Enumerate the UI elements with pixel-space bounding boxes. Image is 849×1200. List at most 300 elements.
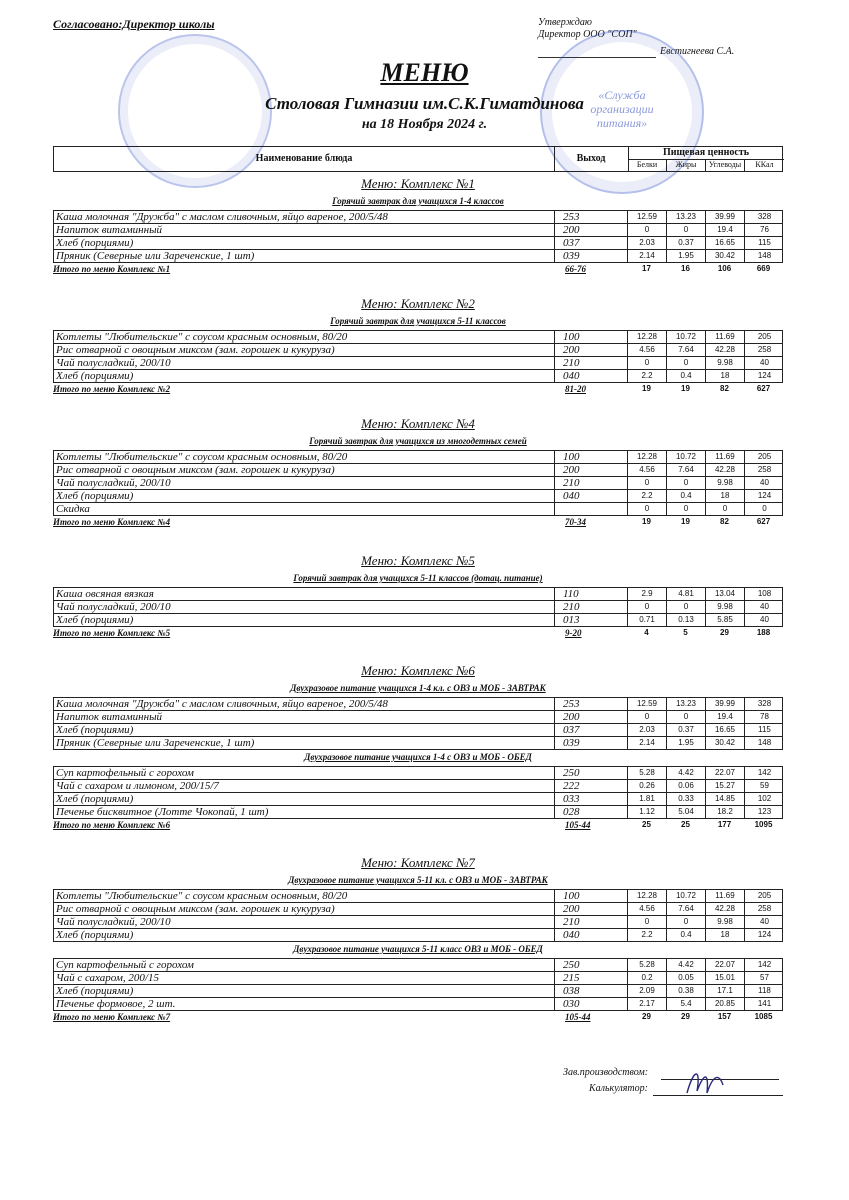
dish-name: Напиток витаминный — [56, 711, 163, 723]
table-row — [53, 958, 783, 972]
dish-output: 028 — [554, 806, 628, 818]
dish-name: Суп картофельный с горохом — [56, 959, 194, 971]
dish-carbs: 16.65 — [706, 237, 745, 249]
signature-icon — [679, 1063, 729, 1103]
total-kcal: 627 — [756, 384, 771, 393]
dish-name: Рис отварной с овощным миксом (зам. горошек и кукуруза) — [56, 344, 335, 356]
dish-carbs: 42.28 — [706, 344, 745, 356]
dish-fat: 0.06 — [667, 780, 706, 792]
dish-name: Хлеб (порциями) — [56, 237, 134, 249]
total-protein: 19 — [642, 517, 651, 526]
dish-carbs: 13.04 — [706, 588, 745, 600]
total-protein: 19 — [642, 384, 651, 393]
total-label: Итого по меню Комплекс №1 — [53, 264, 171, 274]
dish-protein: 5.28 — [628, 959, 667, 971]
total-protein: 29 — [642, 1012, 651, 1021]
dish-name: Напиток витаминный — [56, 224, 163, 236]
section-title: Меню: Комплекс №1 — [361, 176, 475, 191]
total-carbs: 106 — [717, 264, 732, 273]
total-output: 9-20 — [565, 628, 582, 638]
total-label: Итого по меню Комплекс №2 — [53, 384, 171, 394]
dish-kcal: 205 — [757, 332, 772, 341]
total-kcal: 1095 — [754, 820, 773, 829]
header-fat: Жиры — [667, 159, 706, 171]
total-label: Итого по меню Комплекс №6 — [53, 820, 171, 830]
dish-carbs: 15.27 — [706, 780, 745, 792]
table-row — [53, 370, 783, 383]
dish-kcal: 57 — [760, 973, 769, 982]
dish-fat: 0 — [667, 477, 706, 489]
dish-output: 100 — [554, 331, 628, 343]
dish-carbs: 42.28 — [706, 464, 745, 476]
dish-carbs: 17.1 — [706, 985, 745, 997]
group-subtitle: Двухразовое питание учащихся 1-4 кл. с ОВЗ и МОБ - ЗАВТРАК — [290, 683, 546, 693]
dish-protein: 0 — [628, 503, 667, 515]
dish-kcal: 124 — [757, 930, 772, 939]
dish-fat: 5.4 — [667, 998, 706, 1010]
table-row — [53, 464, 783, 477]
dish-fat: 10.72 — [667, 890, 706, 902]
dish-fat: 4.42 — [667, 959, 706, 971]
dish-carbs: 16.65 — [706, 724, 745, 736]
dish-output: 200 — [554, 464, 628, 476]
dish-output: 200 — [554, 344, 628, 356]
table-row — [53, 929, 783, 942]
dish-output: 210 — [554, 477, 628, 489]
dish-carbs: 11.69 — [706, 451, 745, 463]
dish-name: Котлеты "Любительские" с соусом красным основным, 80/20 — [56, 890, 348, 902]
total-carbs: 157 — [717, 1012, 732, 1021]
dish-output: 200 — [554, 903, 628, 915]
dish-output: 038 — [554, 985, 628, 997]
dish-protein: 0 — [628, 224, 667, 236]
dish-kcal: 40 — [760, 917, 769, 926]
table-row — [53, 587, 783, 601]
total-carbs: 82 — [720, 384, 729, 393]
dish-carbs: 5.85 — [706, 614, 745, 626]
table-row — [53, 903, 783, 916]
dish-kcal: 148 — [757, 251, 772, 260]
dish-output: 039 — [554, 737, 628, 749]
dish-kcal: 40 — [760, 478, 769, 487]
header-left: Согласовано:Директор школы — [53, 17, 215, 31]
dish-name: Хлеб (порциями) — [56, 614, 134, 626]
page-subtitle: Столовая Гимназии им.С.К.Гиматдинова — [265, 94, 584, 113]
dish-carbs: 20.85 — [706, 998, 745, 1010]
table-row — [53, 614, 783, 627]
dish-name: Пряник (Северные или Зареченские, 1 шт) — [56, 250, 255, 262]
dish-protein: 1.81 — [628, 793, 667, 805]
dish-fat: 7.64 — [667, 903, 706, 915]
dish-fat: 0.38 — [667, 985, 706, 997]
dish-output: 030 — [554, 998, 628, 1010]
dish-protein: 2.09 — [628, 985, 667, 997]
total-kcal: 669 — [756, 264, 771, 273]
dish-carbs: 15.01 — [706, 972, 745, 984]
dish-protein: 2.14 — [628, 250, 667, 262]
dish-kcal: 328 — [757, 212, 772, 221]
dish-protein: 2.9 — [628, 588, 667, 600]
table-row — [53, 357, 783, 370]
dish-kcal: 59 — [760, 781, 769, 790]
total-label: Итого по меню Комплекс №7 — [53, 1012, 171, 1022]
dish-carbs: 22.07 — [706, 959, 745, 971]
dish-output: 200 — [554, 224, 628, 236]
dish-kcal: 328 — [757, 699, 772, 708]
table-row — [53, 601, 783, 614]
dish-output: 210 — [554, 916, 628, 928]
dish-output: 100 — [554, 890, 628, 902]
dish-carbs: 30.42 — [706, 250, 745, 262]
dish-name: Суп картофельный с горохом — [56, 767, 194, 779]
dish-protein: 12.28 — [628, 451, 667, 463]
header-carbs: Углеводы — [706, 159, 745, 171]
dish-output: 100 — [554, 451, 628, 463]
dish-kcal: 115 — [758, 725, 771, 734]
total-fat: 19 — [681, 384, 690, 393]
dish-kcal: 142 — [757, 768, 772, 777]
dish-output: 013 — [554, 614, 628, 626]
dish-protein: 12.59 — [628, 211, 667, 223]
total-carbs: 177 — [717, 820, 732, 829]
dish-output: 210 — [554, 601, 628, 613]
dish-kcal: 142 — [757, 960, 772, 969]
dish-protein: 0.71 — [628, 614, 667, 626]
group-subtitle: Горячий завтрак для учащихся 5-11 классов (дотац. питание) — [293, 573, 543, 583]
dish-fat: 0 — [667, 916, 706, 928]
dish-name: Печенье бисквитное (Лотте Чокопай, 1 шт) — [56, 806, 269, 818]
manager-label: Зав.производством: — [563, 1067, 649, 1078]
dish-name: Чай полусладкий, 200/10 — [56, 477, 171, 489]
dish-carbs: 39.99 — [706, 211, 745, 223]
total-protein: 17 — [642, 264, 651, 273]
header-kcal: ККал — [755, 160, 774, 169]
table-row — [53, 985, 783, 998]
dish-protein: 0 — [628, 601, 667, 613]
total-kcal: 627 — [756, 517, 771, 526]
table-row — [53, 793, 783, 806]
dish-name: Чай с сахаром и лимоном, 200/15/7 — [56, 780, 219, 792]
dish-output: 033 — [554, 793, 628, 805]
table-row — [53, 250, 783, 263]
dish-fat: 1.95 — [667, 250, 706, 262]
group-subtitle: Двухразовое питание учащихся 1-4 с ОВЗ и МОБ - ОБЕД — [304, 752, 532, 762]
table-row — [53, 780, 783, 793]
dish-carbs: 18.2 — [706, 806, 745, 818]
dish-output: 037 — [554, 724, 628, 736]
dish-carbs: 9.98 — [706, 601, 745, 613]
dish-fat: 0 — [667, 357, 706, 369]
dish-fat: 0.05 — [667, 972, 706, 984]
dish-output: 253 — [554, 698, 628, 710]
total-output: 81-20 — [565, 384, 586, 394]
dish-protein: 5.28 — [628, 767, 667, 779]
calculator-label: Калькулятор: — [589, 1083, 648, 1094]
dish-fat: 0 — [667, 601, 706, 613]
dish-fat: 0.37 — [667, 724, 706, 736]
group-subtitle: Горячий завтрак для учащихся 1-4 классов — [332, 196, 504, 206]
dish-kcal: 258 — [757, 345, 772, 354]
dish-protein: 4.56 — [628, 903, 667, 915]
table-row — [53, 503, 783, 516]
dish-protein: 4.56 — [628, 464, 667, 476]
table-row — [53, 889, 783, 903]
dish-kcal: 78 — [760, 712, 769, 721]
total-output: 105-44 — [565, 820, 591, 830]
dish-fat: 7.64 — [667, 344, 706, 356]
dish-name: Чай с сахаром, 200/15 — [56, 972, 159, 984]
dish-protein: 2.17 — [628, 998, 667, 1010]
dish-name: Котлеты "Любительские" с соусом красным основным, 80/20 — [56, 331, 348, 343]
table-row — [53, 806, 783, 819]
dish-kcal: 124 — [757, 371, 772, 380]
dish-kcal: 40 — [760, 358, 769, 367]
group-subtitle: Двухразовое питание учащихся 5-11 класс ОВЗ и МОБ - ОБЕД — [293, 944, 543, 954]
dish-kcal: 76 — [760, 225, 769, 234]
dish-output: 215 — [554, 972, 628, 984]
director-label: Директор ООО "СОП" — [538, 29, 637, 40]
dish-kcal: 258 — [757, 904, 772, 913]
dish-kcal: 118 — [758, 986, 771, 995]
dish-fat: 10.72 — [667, 331, 706, 343]
dish-name: Скидка — [56, 503, 90, 515]
table-header — [53, 146, 783, 172]
dish-kcal: 141 — [757, 999, 772, 1008]
table-row — [53, 237, 783, 250]
total-carbs: 82 — [720, 517, 729, 526]
group-subtitle: Горячий завтрак для учащихся из многодетных семей — [309, 436, 527, 446]
dish-kcal: 115 — [758, 238, 771, 247]
dish-fat: 10.72 — [667, 451, 706, 463]
manager-signature — [563, 1067, 648, 1078]
dish-fat: 0 — [667, 224, 706, 236]
section-title: Меню: Комплекс №5 — [361, 553, 475, 568]
dish-fat: 13.23 — [667, 211, 706, 223]
total-fat: 5 — [683, 628, 688, 637]
dish-name: Чай полусладкий, 200/10 — [56, 357, 171, 369]
dish-protein: 0 — [628, 916, 667, 928]
total-output: 105-44 — [565, 1012, 591, 1022]
table-row — [53, 766, 783, 780]
dish-name: Хлеб (порциями) — [56, 985, 134, 997]
dish-carbs: 0 — [706, 503, 745, 515]
dish-carbs: 14.85 — [706, 793, 745, 805]
dish-output: 253 — [554, 211, 628, 223]
dish-carbs: 11.69 — [706, 331, 745, 343]
header-nutrition: Пищевая ценность — [628, 147, 784, 160]
dish-protein: 2.2 — [628, 490, 667, 502]
dish-protein: 12.28 — [628, 890, 667, 902]
dish-kcal: 148 — [757, 738, 772, 747]
page-date: на 18 Ноября 2024 г. — [361, 117, 488, 132]
dish-fat: 0 — [667, 711, 706, 723]
total-label: Итого по меню Комплекс №5 — [53, 628, 171, 638]
dish-protein: 0 — [628, 357, 667, 369]
table-row — [53, 724, 783, 737]
section-total — [53, 517, 783, 529]
dish-protein: 1.12 — [628, 806, 667, 818]
table-row — [53, 916, 783, 929]
dish-name: Хлеб (порциями) — [56, 793, 134, 805]
table-row — [53, 210, 783, 224]
dish-protein: 2.03 — [628, 237, 667, 249]
dish-kcal: 205 — [757, 452, 772, 461]
dish-output: 040 — [554, 370, 628, 382]
section-title: Меню: Комплекс №6 — [361, 663, 475, 678]
director-name: Евстигнеева С.А. — [660, 46, 735, 57]
table-row — [53, 490, 783, 503]
dish-kcal: 0 — [762, 504, 767, 513]
dish-protein: 0 — [628, 477, 667, 489]
dish-protein: 2.2 — [628, 929, 667, 941]
dish-protein: 2.14 — [628, 737, 667, 749]
total-protein: 25 — [642, 820, 651, 829]
dish-output: 250 — [554, 767, 628, 779]
section-title: Меню: Комплекс №7 — [361, 855, 475, 870]
table-row — [53, 998, 783, 1011]
dish-protein: 4.56 — [628, 344, 667, 356]
dish-name: Печенье формовое, 2 шт. — [56, 998, 176, 1010]
table-row — [53, 972, 783, 985]
dish-output: 037 — [554, 237, 628, 249]
dish-carbs: 18 — [706, 929, 745, 941]
dish-protein: 0 — [628, 711, 667, 723]
dish-kcal: 40 — [760, 602, 769, 611]
total-label: Итого по меню Комплекс №4 — [53, 517, 171, 527]
dish-kcal: 124 — [757, 491, 772, 500]
dish-fat: 0.33 — [667, 793, 706, 805]
page-title: МЕНЮ — [380, 58, 469, 87]
dish-name: Рис отварной с овощным миксом (зам. горошек и кукуруза) — [56, 464, 335, 476]
dish-output: 222 — [554, 780, 628, 792]
dish-name: Каша молочная "Дружба" с маслом сливочным, яйцо вареное, 200/5/48 — [56, 698, 388, 710]
section-total — [53, 628, 783, 640]
total-fat: 29 — [681, 1012, 690, 1021]
dish-carbs: 9.98 — [706, 357, 745, 369]
dish-protein: 12.28 — [628, 331, 667, 343]
section-title: Меню: Комплекс №2 — [361, 296, 475, 311]
dish-fat: 0 — [667, 503, 706, 515]
dish-name: Чай полусладкий, 200/10 — [56, 916, 171, 928]
dish-name: Хлеб (порциями) — [56, 724, 134, 736]
dish-kcal: 40 — [760, 615, 769, 624]
dish-fat: 4.42 — [667, 767, 706, 779]
calculator-signature — [589, 1083, 648, 1094]
dish-output: 040 — [554, 490, 628, 502]
table-row — [53, 344, 783, 357]
dish-protein: 2.03 — [628, 724, 667, 736]
dish-fat: 7.64 — [667, 464, 706, 476]
table-row — [53, 224, 783, 237]
dish-fat: 1.95 — [667, 737, 706, 749]
table-row — [53, 450, 783, 464]
total-carbs: 29 — [720, 628, 729, 637]
dish-carbs: 9.98 — [706, 477, 745, 489]
seal-text: «Служба организации питания» — [590, 88, 654, 130]
header-output: Выход — [554, 147, 629, 171]
dish-carbs: 30.42 — [706, 737, 745, 749]
group-subtitle: Горячий завтрак для учащихся 5-11 классов — [330, 316, 506, 326]
total-fat: 25 — [681, 820, 690, 829]
dish-carbs: 22.07 — [706, 767, 745, 779]
dish-kcal: 108 — [757, 589, 772, 598]
dish-carbs: 19.4 — [706, 711, 745, 723]
dish-name: Хлеб (порциями) — [56, 929, 134, 941]
total-kcal: 188 — [756, 628, 771, 637]
dish-protein: 0.2 — [628, 972, 667, 984]
dish-output: 250 — [554, 959, 628, 971]
dish-kcal: 205 — [757, 891, 772, 900]
dish-name: Пряник (Северные или Зареченские, 1 шт) — [56, 737, 255, 749]
dish-carbs: 18 — [706, 370, 745, 382]
total-output: 66-76 — [565, 264, 586, 274]
section-total — [53, 820, 783, 832]
dish-fat: 4.81 — [667, 588, 706, 600]
dish-carbs: 42.28 — [706, 903, 745, 915]
total-fat: 19 — [681, 517, 690, 526]
dish-name: Котлеты "Любительские" с соусом красным основным, 80/20 — [56, 451, 348, 463]
table-row — [53, 330, 783, 344]
dish-name: Хлеб (порциями) — [56, 370, 134, 382]
table-row — [53, 711, 783, 724]
dish-fat: 0.4 — [667, 370, 706, 382]
dish-output: 039 — [554, 250, 628, 262]
dish-carbs: 9.98 — [706, 916, 745, 928]
section-total — [53, 384, 783, 396]
total-output: 70-34 — [565, 517, 586, 527]
section-total — [53, 264, 783, 276]
dish-name: Каша молочная "Дружба" с маслом сливочным, яйцо вареное, 200/5/48 — [56, 211, 388, 223]
dish-kcal: 258 — [757, 465, 772, 474]
section-total — [53, 1012, 783, 1024]
table-row — [53, 697, 783, 711]
dish-fat: 0.13 — [667, 614, 706, 626]
dish-output: 040 — [554, 929, 628, 941]
dish-carbs: 19.4 — [706, 224, 745, 236]
total-protein: 4 — [644, 628, 649, 637]
dish-protein: 0.26 — [628, 780, 667, 792]
dish-fat: 0.4 — [667, 490, 706, 502]
dish-name: Чай полусладкий, 200/10 — [56, 601, 171, 613]
total-fat: 16 — [681, 264, 690, 273]
dish-fat: 5.04 — [667, 806, 706, 818]
dish-fat: 13.23 — [667, 698, 706, 710]
table-row — [53, 737, 783, 750]
section-title: Меню: Комплекс №4 — [361, 416, 475, 431]
table-row — [53, 477, 783, 490]
dish-output: 200 — [554, 711, 628, 723]
dish-fat: 0.37 — [667, 237, 706, 249]
group-subtitle: Двухразовое питание учащихся 5-11 кл. с ОВЗ и МОБ - ЗАВТРАК — [288, 875, 548, 885]
header-name: Наименование блюда — [54, 147, 555, 171]
dish-output — [554, 503, 628, 515]
dish-fat: 0.4 — [667, 929, 706, 941]
dish-carbs: 18 — [706, 490, 745, 502]
approve-label: Утверждаю — [538, 17, 592, 28]
dish-carbs: 39.99 — [706, 698, 745, 710]
dish-kcal: 102 — [757, 794, 772, 803]
dish-name: Хлеб (порциями) — [56, 490, 134, 502]
dish-protein: 12.59 — [628, 698, 667, 710]
dish-carbs: 11.69 — [706, 890, 745, 902]
dish-kcal: 123 — [757, 807, 772, 816]
header-protein: Белки — [628, 159, 667, 171]
dish-name: Каша овсяная вязкая — [56, 588, 154, 600]
dish-name: Рис отварной с овощным миксом (зам. горошек и кукуруза) — [56, 903, 335, 915]
dish-output: 110 — [554, 588, 628, 600]
dish-output: 210 — [554, 357, 628, 369]
dish-protein: 2.2 — [628, 370, 667, 382]
